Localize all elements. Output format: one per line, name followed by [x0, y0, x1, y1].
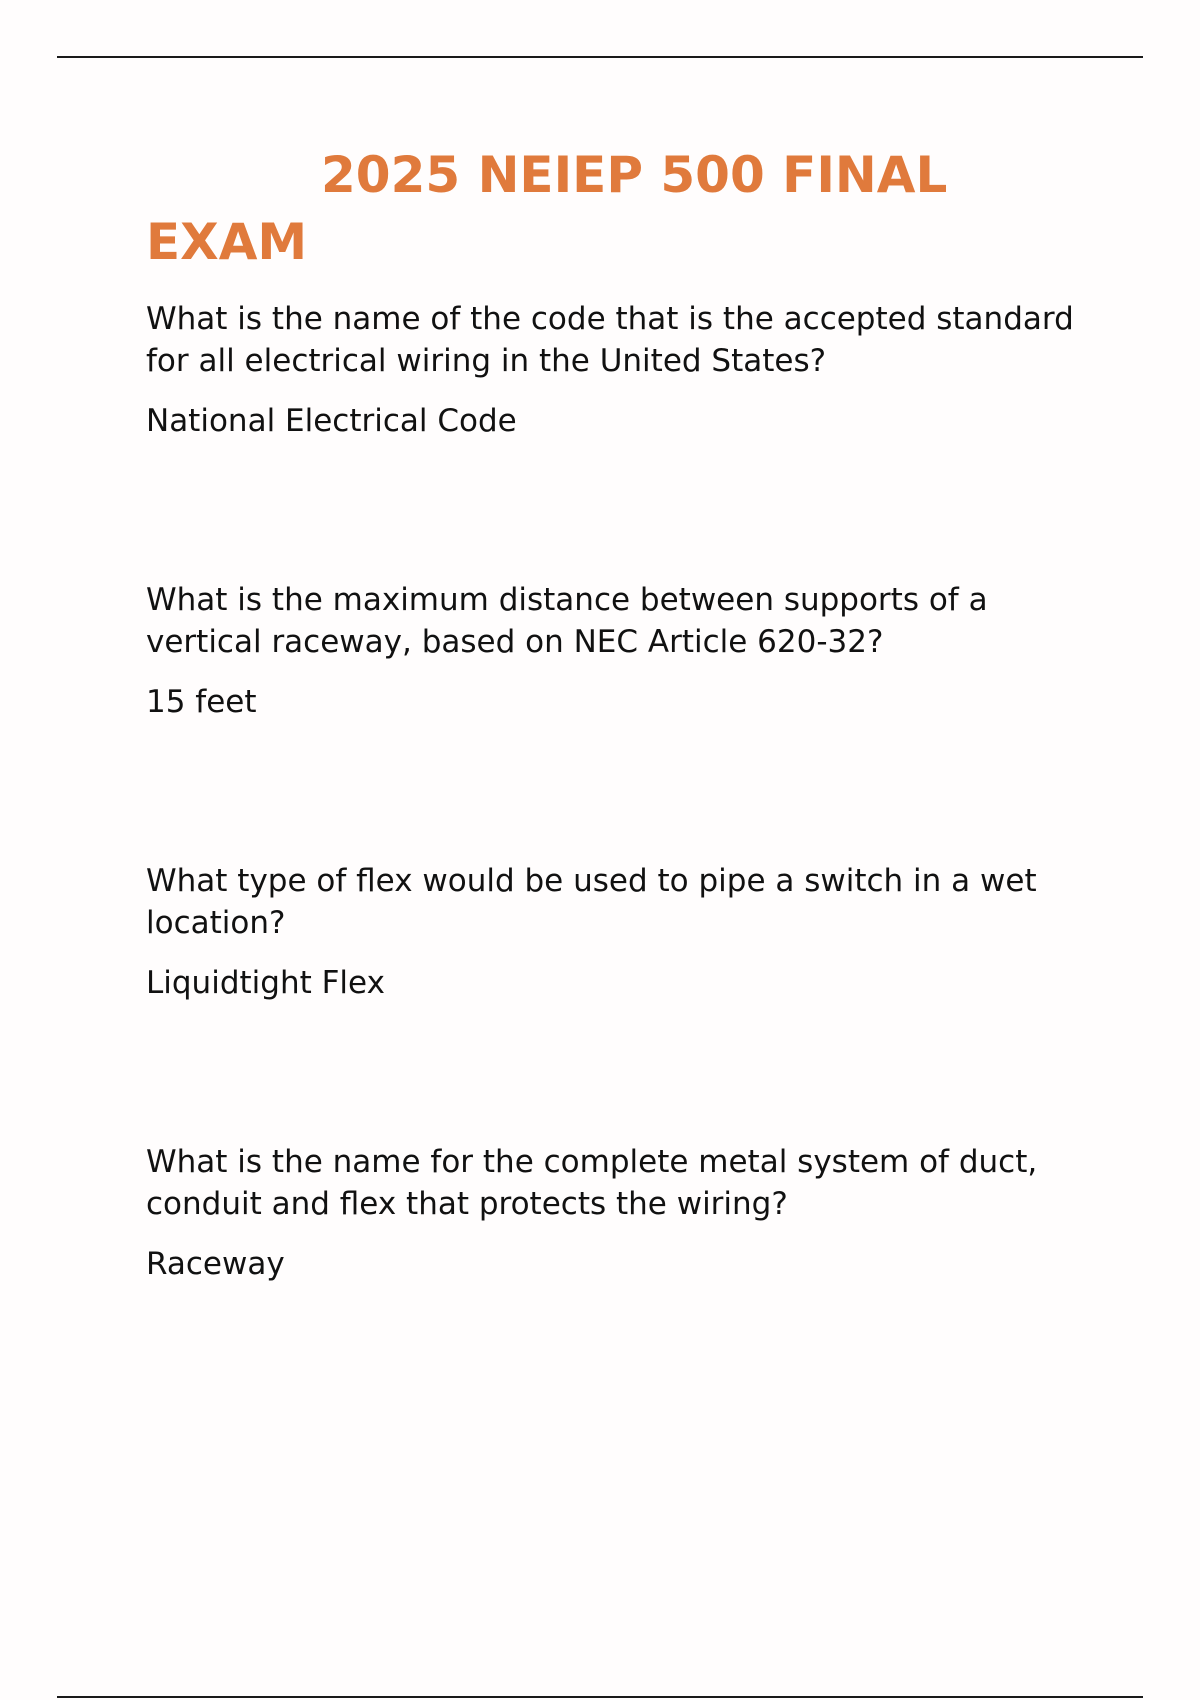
qa-item-1: [146, 298, 1086, 579]
answer-text: Raceway: [146, 1246, 285, 1282]
answer-text: 15 feet: [146, 684, 257, 720]
document-title: 2025 NEIEP 500 FINAL EXAM: [146, 146, 948, 271]
qa-item-2: [146, 579, 1086, 860]
answer-text: National Electrical Code: [146, 403, 517, 439]
question-text: What is the maximum distance between supports of a vertical raceway, based on NEC Article 620-32?: [146, 582, 988, 660]
bottom-rule: [57, 1696, 1143, 1698]
question-text: What is the name of the code that is the accepted standard for all electrical wiring in the United States?: [146, 301, 1074, 379]
top-rule: [57, 56, 1143, 58]
qa-list: [146, 298, 1086, 1422]
page-content: [146, 142, 1086, 1422]
question-text: What is the name for the complete metal system of duct, conduit and flex that protects the wiring?: [146, 1144, 1038, 1222]
qa-item-3: [146, 860, 1086, 1141]
answer-text: Liquidtight Flex: [146, 965, 385, 1001]
question-text: What type of flex would be used to pipe a switch in a wet location?: [146, 863, 1037, 941]
qa-item-4: [146, 1141, 1086, 1422]
